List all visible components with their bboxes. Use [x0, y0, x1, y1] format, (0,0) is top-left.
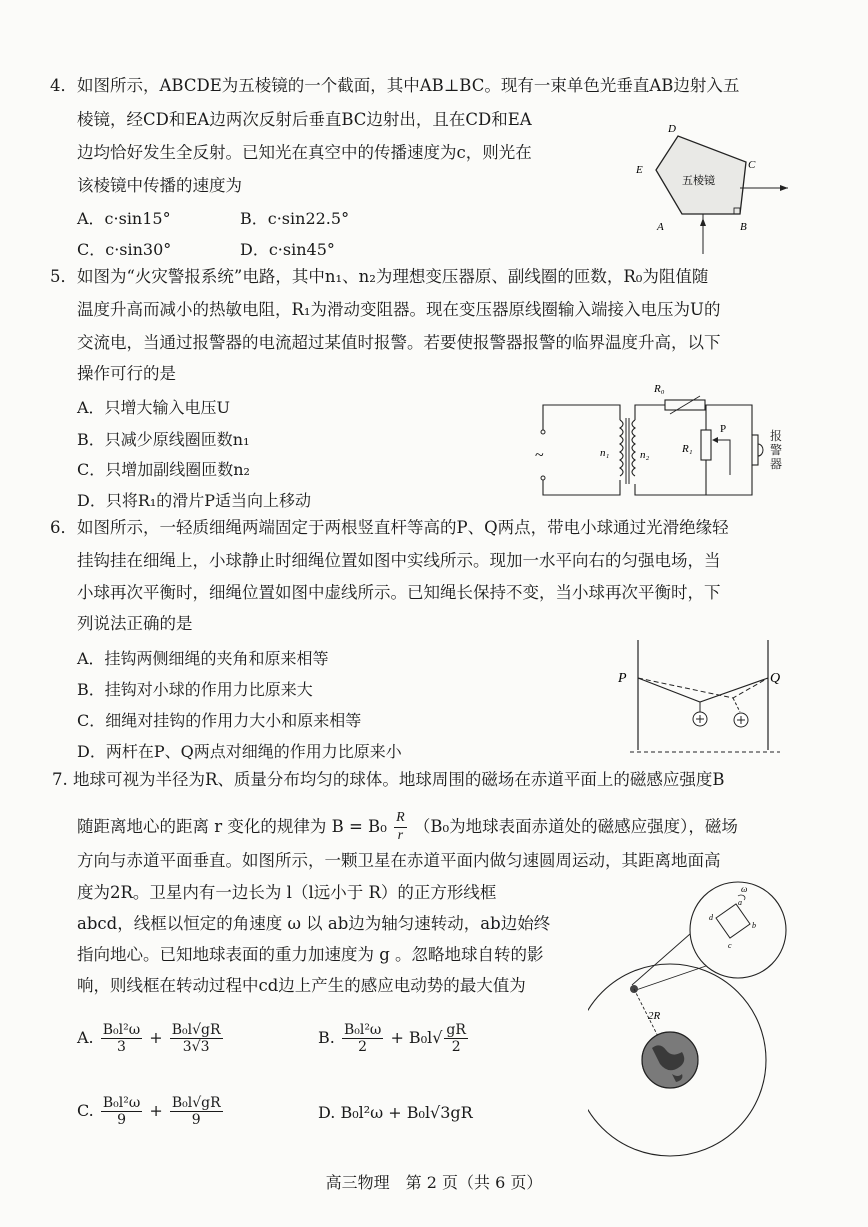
- svg-text:A: A: [657, 221, 664, 233]
- q4-line-2: 棱镜，经CD和EA边两次反射后垂直BC边射出，且在CD和EA: [77, 110, 532, 129]
- svg-text:R₀: R₀: [654, 383, 665, 395]
- q7-option-c: C. $\frac{\text{B₀l²ω}}{9}$ + $\frac{\text{B₀l√gR}}{9}$: [77, 1095, 221, 1128]
- q5-line-1: 5．如图为“火灾警报系统”电路，其中n₁、n₂为理想变压器原、副线圈的匝数，R₀为阻值随: [50, 267, 709, 286]
- q7-ratio-fraction: $\frac{R}{r}$: [396, 810, 405, 843]
- svg-text:P: P: [720, 423, 727, 435]
- q4-line-1: 4．如图所示，ABCDE为五棱镜的一个截面，其中AB⊥BC。现有一束单色光垂直AB边射入五: [50, 76, 740, 95]
- svg-text:n₁: n₁: [600, 447, 610, 459]
- q4-option-c: C．c·sin30°: [77, 240, 172, 259]
- q7-satellite-figure: [588, 878, 808, 1168]
- q4-line-3: 边均恰好发生全反射。已知光在真空中的传播速度为c，则光在: [77, 143, 532, 162]
- q6-line-4: 列说法正确的是: [77, 614, 193, 633]
- svg-text:c: c: [728, 941, 732, 950]
- q6-rope-figure: [610, 640, 790, 760]
- q6-option-c: C．细绳对挂钩的作用力大小和原来相等: [77, 711, 362, 730]
- q5-line-3: 交流电，当通过报警器的电流超过某值时报警。若要使报警器报警的临界温度升高，以下: [77, 333, 721, 352]
- q7-line-4: 度为2R。卫星内有一边长为 l（l远小于 R）的正方形线框: [77, 883, 497, 902]
- q7-option-a: A. $\frac{\text{B₀l²ω}}{3}$ + $\frac{\text{B₀l√gR}}{3√3}$: [77, 1022, 221, 1055]
- q7-line-5: abcd，线框以恒定的角速度 ω 以 ab边为轴匀速转动，ab边始终: [77, 914, 551, 933]
- q4-prism-figure: [620, 118, 800, 260]
- q5-option-d: D．只将R₁的滑片P适当向上移动: [77, 491, 312, 510]
- svg-text:Q: Q: [770, 671, 781, 686]
- svg-text:b: b: [752, 921, 756, 930]
- q5-line-2: 温度升高而减小的热敏电阻，R₁为滑动变阻器。现在变压器原线圈输入端接入电压为U的: [77, 300, 721, 319]
- svg-text:C: C: [748, 159, 756, 171]
- q4-option-b: B．c·sin22.5°: [240, 209, 350, 228]
- svg-text:B: B: [740, 221, 747, 233]
- q7-option-d: D. B₀l²ω + B₀l√3gR: [318, 1103, 473, 1122]
- svg-text:E: E: [636, 164, 643, 176]
- q5-option-a: A．只增大输入电压U: [77, 398, 231, 417]
- q6-option-b: B．挂钩对小球的作用力比原来大: [77, 680, 313, 699]
- svg-text:ω: ω: [741, 884, 748, 894]
- q7-line-2-suffix: （B₀为地球表面赤道处的磁感应强度），磁场: [413, 816, 738, 836]
- q5-line-4: 操作可行的是: [77, 364, 176, 383]
- svg-text:P: P: [618, 671, 627, 686]
- q7-option-b: B. $\frac{\text{B₀l²ω}}{2}$ + B₀l√ $\frac{gR}{2}$: [318, 1022, 466, 1055]
- q7-line-7: 响，则线框在转动过程中cd边上产生的感应电动势的最大值为: [77, 976, 526, 995]
- q6-option-d: D．两杆在P、Q两点对细绳的作用力比原来小: [77, 742, 402, 761]
- q4-option-d: D．c·sin45°: [240, 240, 335, 259]
- page-footer: 高三物理 第 2 页（共 6 页）: [325, 1173, 543, 1192]
- prism-label: 五棱镜: [682, 175, 715, 187]
- q7-line-1: 7. 地球可视为半径为R、质量分布均匀的球体。地球周围的磁场在赤道平面上的磁感应强度B: [52, 770, 725, 789]
- q4-option-a: A．c·sin15°: [77, 209, 171, 228]
- svg-text:R₁: R₁: [682, 443, 693, 455]
- q6-line-1: 6．如图所示，一轻质细绳两端固定于两根竖直杆等高的P、Q两点，带电小球通过光滑绝缘轻: [50, 518, 729, 537]
- svg-text:2R: 2R: [648, 1010, 661, 1022]
- q7-line-3: 方向与赤道平面垂直。如图所示，一颗卫星在赤道平面内做匀速圆周运动，其距离地面高: [77, 851, 721, 870]
- svg-text:D: D: [668, 123, 676, 135]
- q5-option-c: C．只增加副线圈匝数n₂: [77, 460, 250, 479]
- q6-line-2: 挂钩挂在细绳上，小球静止时细绳位置如图中实线所示。现加一水平向右的匀强电场，当: [77, 551, 721, 570]
- svg-text:~: ~: [535, 447, 544, 464]
- q4-line-4: 该棱镜中传播的速度为: [77, 176, 242, 195]
- q7-line-6: 指向地心。已知地球表面的重力加速度为 g 。忽略地球自转的影: [77, 945, 544, 964]
- q7-line-2: [77, 810, 738, 845]
- svg-text:d: d: [709, 913, 713, 922]
- svg-text:n₂: n₂: [640, 449, 650, 461]
- q6-option-a: A．挂钩两侧细绳的夹角和原来相等: [77, 649, 329, 668]
- alarm-label: 报警器: [770, 429, 783, 471]
- q7-line-2-prefix: 随距离地心的距离 r 变化的规律为 B = B₀: [77, 816, 387, 836]
- svg-text:a: a: [738, 898, 742, 907]
- q5-option-b: B．只减少原线圈匝数n₁: [77, 430, 250, 449]
- q6-line-3: 小球再次平衡时，细绳位置如图中虚线所示。已知绳长保持不变，当小球再次平衡时，下: [77, 583, 721, 602]
- q5-circuit-figure: [530, 380, 790, 505]
